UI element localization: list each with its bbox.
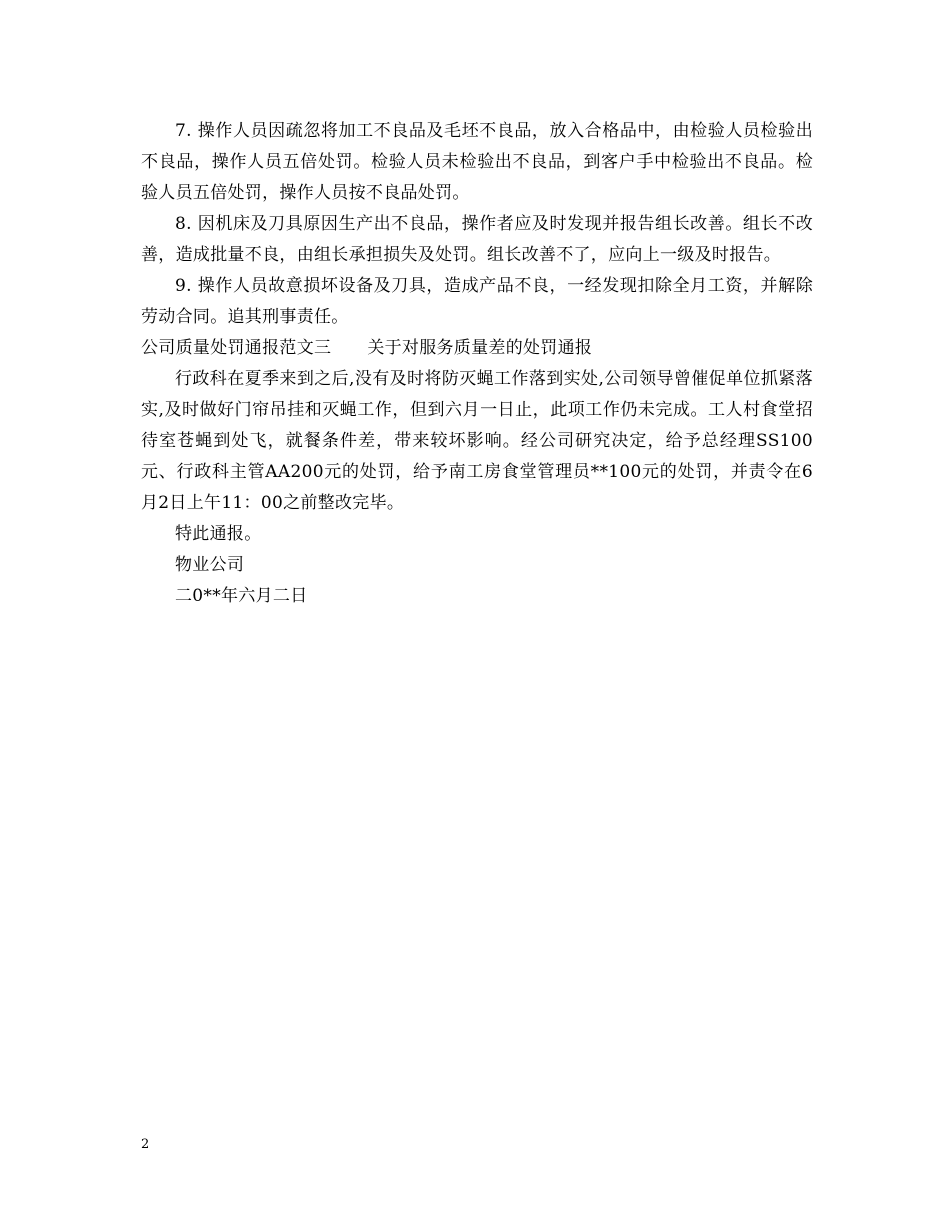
rule-item-8: 8. 因机床及刀具原因生产出不良品，操作者应及时发现并报告组长改善。组长不改善，造成批量不良，由组长承担损失及处罚。组长改善不了，应向上一级及时报告。 xyxy=(141,214,813,265)
section-heading xyxy=(141,333,813,364)
notice-date: 二0**年六月二日 xyxy=(175,586,308,606)
document-body xyxy=(141,116,813,612)
notice-body: 行政科在夏季来到之后,没有及时将防灭蝇工作落到实处,公司领导曾催促单位抓紧落实,及时做好门帘吊挂和灭蝇工作，但到六月一日止，此项工作仍未完成。工人村食堂招待室苍蝇到处飞，就餐条件差，带来较坏影响。经公司研究决定，给予总经理SS100元、行政科主管AA200元的处罚，给予南工房食堂管理员**100元的处罚，并责令在6月2日上午11：00之前整改完毕。 xyxy=(141,369,813,513)
rule-item-7: 7. 操作人员因疏忽将加工不良品及毛坯不良品，放入合格品中，由检验人员检验出不良品，操作人员五倍处罚。检验人员未检验出不良品，到客户手中检验出不良品。检验人员五倍处罚，操作人员按不良品处罚。 xyxy=(141,121,813,203)
page-number: 2 xyxy=(141,1137,150,1152)
notice-closing: 特此通报。 xyxy=(175,524,262,544)
notice-signature: 物业公司 xyxy=(175,555,245,575)
notice-title: 关于对服务质量差的处罚通报 xyxy=(367,338,593,358)
rule-item-9: 9. 操作人员故意损坏设备及刀具，造成产品不良，一经发现扣除全月工资，并解除劳动合同。追其刑事责任。 xyxy=(141,276,813,327)
section-title: 公司质量处罚通报范文三 xyxy=(141,338,332,358)
